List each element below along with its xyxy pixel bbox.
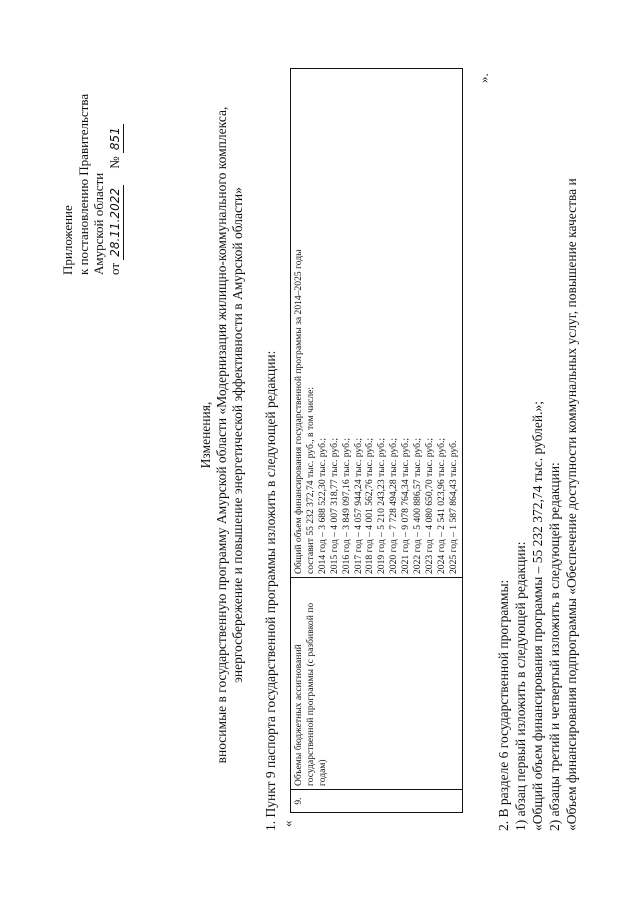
value-line: 2020 год – 7 728 494,28 тыс. руб.; [388, 437, 400, 574]
document-title [198, 25, 246, 845]
handwritten-date: 28.11.2022 [108, 185, 125, 260]
value-line: 2019 год – 5 210 243,23 тыс. руб.; [376, 437, 388, 574]
title-line-2: вносимые в государственную программу Амурской области «Модернизация жилищно-коммунального комплекса, [214, 106, 229, 764]
date-prefix: от [106, 262, 122, 275]
value-line: 2024 год – 2 541 023,96 тыс. руб.; [435, 437, 447, 574]
table-row [291, 69, 463, 813]
paragraph-2-2: 2) абзацы третий и четвертый изложить в следующей редакции: [547, 462, 562, 831]
quote-close: ». [476, 73, 491, 83]
value-line: 2018 год – 4 001 562,76 тыс. руб.; [364, 437, 376, 574]
passport-table [290, 68, 463, 813]
row-number: 9. [291, 790, 463, 813]
value-line: составит 55 232 372,74 тыс. руб., в том числе: [304, 386, 316, 574]
paragraph-2: 2. В разделе 6 государственной программы: [496, 579, 511, 831]
handwritten-number: 851 [108, 124, 125, 153]
appendix-line-2: к постановлению Правительства [75, 93, 91, 275]
value-line: 2014 год – 3 688 522,30 тыс. руб.; [316, 437, 328, 574]
number-prefix: № [106, 156, 122, 169]
value-line: 2023 год – 4 080 650,70 тыс. руб.; [423, 437, 435, 574]
value-line: 2017 год – 4 057 944,24 тыс. руб.; [352, 437, 364, 574]
appendix-date-line [107, 55, 125, 275]
value-line: 2015 год – 4 007 318,77 тыс. руб.; [328, 437, 340, 574]
paragraph-2-1: 1) абзац первый изложить в следующей редакции: [513, 541, 528, 831]
value-line: 2025 год – 1 587 864,43 тыс. руб. [447, 440, 459, 574]
appendix-header [60, 55, 124, 275]
row-label: Объемы бюджетных ассигнований государственной программы (с разбивкой по годам) [291, 578, 463, 790]
paragraph-2-2-text: «Объем финансирования подпрограммы «Обеспечение доступности коммунальных услуг, повышение качества и [564, 178, 579, 831]
value-line: 2016 год – 3 849 097,16 тыс. руб.; [340, 437, 352, 574]
value-line: 2022 год – 5 400 886,57 тыс. руб.; [412, 437, 424, 574]
point-1-text: 1. Пункт 9 паспорта государственной программы изложить в следующей редакции: [263, 350, 278, 831]
value-line: Общий объем финансирования государственной программы за 2014–2025 годы [293, 249, 304, 574]
paragraph-2-1-text: «Общий объем финансирования программы – 55 232 372,74 тыс. рублей.»; [530, 401, 545, 831]
value-line: 2021 год – 9 078 764,34 тыс. руб.; [400, 437, 412, 574]
title-line-3: энергосбережение и повышение энергетической эффективности в Амурской области» [230, 187, 245, 683]
appendix-line-3: Амурской области [91, 172, 106, 275]
appendix-line-1: Приложение [60, 205, 75, 275]
row-value [291, 69, 463, 578]
quote-open: « [280, 820, 295, 827]
section-2-text [495, 178, 580, 831]
title-line-1: Изменения, [198, 401, 213, 469]
